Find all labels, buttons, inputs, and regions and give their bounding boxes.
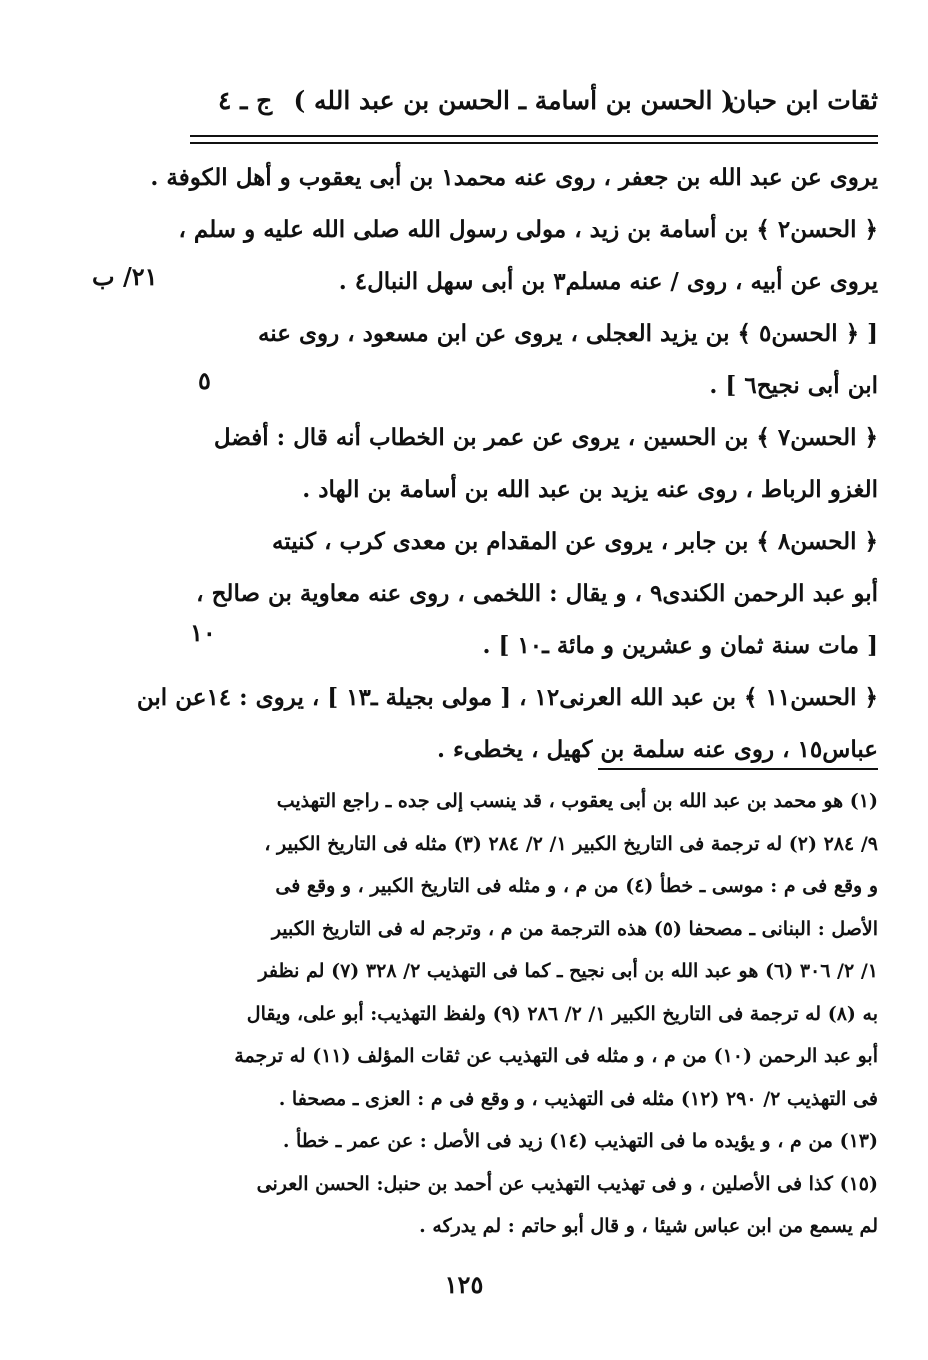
text-line: ابن أبى نجيح٦ ] . <box>709 372 878 399</box>
text-line: ﴿ الحسن٧ ﴾ بن الحسين ، يروى عن عمر بن الخطاب أنه قال : أفضل <box>213 424 878 451</box>
text-line: يروى عن عبد الله بن جعفر ، روى عنه محمد١ بن أبى يعقوب و أهل الكوفة . <box>150 164 878 191</box>
text-line: [ مات سنة ثمان و عشرين و مائة ـ١٠ ] . <box>482 632 878 659</box>
header-book-title: ثقات ابن حبان <box>727 86 878 115</box>
text-line: ﴿ الحسن٢ ﴾ بن أسامة بن زيد ، مولى رسول الله صلى الله عليه و سلم ، <box>178 216 878 243</box>
text-line: عباس١٥ ، روى عنه سلمة بن كهيل ، يخطىء . <box>436 736 878 763</box>
footnote-line: (١٥) كذا فى الأصلين ، و فى تهذيب التهذيب عن أحمد بن حنبل: الحسن العرنى <box>256 1172 878 1195</box>
footnote-line: فى التهذيب ٢/ ٢٩٠ (١٢) مثله فى التهذيب ، و وقع فى م : العزى ـ مصحفا . <box>278 1087 878 1110</box>
footnote-line: (١) هو محمد بن عبد الله بن أبى يعقوب ، قد ينسب إلى جده ـ راجع التهذيب <box>276 790 878 812</box>
footnote-line: الأصل : البنانى ـ مصحفا (٥) هذه الترجمة من م ، وترجم له فى التاريخ الكبير <box>271 917 878 940</box>
text-line: الغزو الرباط ، روى عنه يزيد بن عبد الله بن أسامة بن الهاد . <box>302 476 878 503</box>
footnotes <box>208 780 878 1248</box>
main-text <box>136 152 878 776</box>
footnote-line: به (٨) له ترجمة فى التاريخ الكبير ١/ ٢/ ٢٨٦ (٩) ولفظ التهذيب: أبو على، ويقال <box>246 1002 878 1025</box>
running-header <box>190 82 878 126</box>
text-line: ﴿ الحسن١١ ﴾ بن عبد الله العرنى١٢ ، [ مولى بجيلة ـ١٣ ] ، يروى : ١٤عن ابن <box>136 684 878 711</box>
footnote-line: (١٣) من م ، و يؤيده ما فى التهذيب (١٤) زيد فى الأصل : عن عمر ـ خطأ . <box>282 1130 878 1152</box>
text-line: أبو عبد الرحمن الكندى٩ ، و يقال : اللخمى ، روى عنه معاوية بن صالح ، <box>196 580 878 607</box>
header-divider <box>190 135 878 144</box>
text-line: يروى عن أبيه ، روى / عنه مسلم٣ بن أبى سهل النبال٤ . <box>338 268 878 295</box>
folio-marker: ٢١/ ب <box>92 262 158 291</box>
line-number-10: ١٠ <box>190 618 216 647</box>
line-number-5: ٥ <box>198 366 211 395</box>
footnote-divider <box>598 768 878 770</box>
footnote-line: لم يسمع من ابن عباس شيئا ، و قال أبو حاتم : لم يدركه . <box>419 1215 878 1237</box>
text-line: [ ﴿ الحسن٥ ﴾ بن يزيد العجلى ، يروى عن ابن مسعود ، روى عنه <box>257 320 878 347</box>
header-volume: ج ـ ٤ <box>218 86 273 115</box>
footnote-line: ٩/ ٢٨٤ (٢) له ترجمة فى التاريخ الكبير ١/ ٢/ ٢٨٤ (٣) مثله فى التاريخ الكبير ، <box>264 832 878 855</box>
footnote-line: و وقع فى م : موسى ـ خطأ (٤) من م ، و مثله فى التاريخ الكبير ، و وقع فى <box>275 875 878 897</box>
text-line: ﴿ الحسن٨ ﴾ بن جابر ، يروى عن المقدام بن معدى كرب ، كنيته <box>271 528 878 555</box>
footnote-line: أبو عبد الرحمن (١٠) من م ، و مثله فى التهذيب عن ثقات المؤلف (١١) له ترجمة <box>234 1045 878 1067</box>
page-number: ١٢٥ <box>444 1270 484 1299</box>
footnote-line: ١/ ٢/ ٣٠٦ (٦) هو عبد الله بن أبى نجيح ـ كما فى التهذيب ٢/ ٣٢٨ (٧) لم نظفر <box>258 960 878 982</box>
header-entry-range: ( الحسن بن أسامة ـ الحسن بن عبد الله ) <box>293 86 733 115</box>
